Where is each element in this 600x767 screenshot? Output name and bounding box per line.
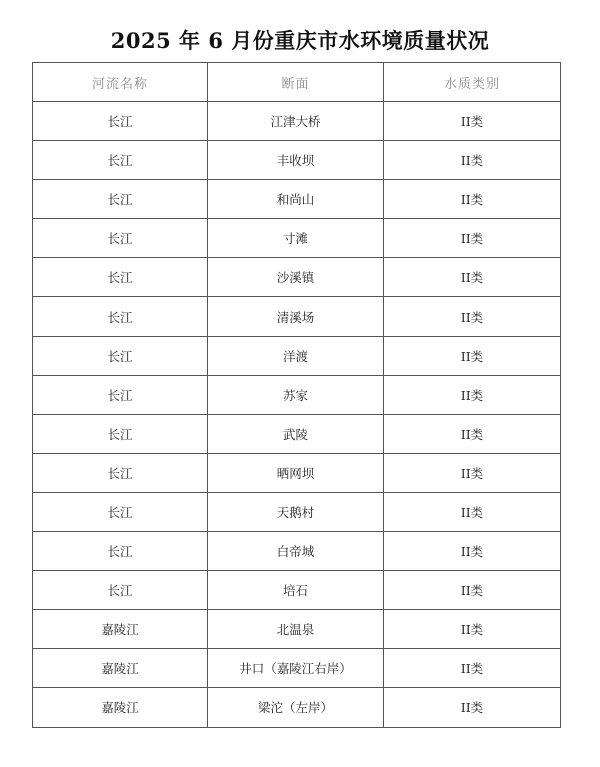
header-river-name: 河流名称 bbox=[33, 63, 208, 102]
water-quality-table bbox=[32, 62, 561, 728]
water-class-cell: II类 bbox=[384, 258, 561, 297]
table-row bbox=[33, 610, 561, 649]
table-row bbox=[33, 258, 561, 297]
table-row bbox=[33, 297, 561, 336]
table-row bbox=[33, 375, 561, 414]
section-name-cell: 江津大桥 bbox=[208, 102, 384, 141]
section-name-cell: 清溪场 bbox=[208, 297, 384, 336]
header-water-class: 水质类别 bbox=[384, 63, 561, 102]
table-row bbox=[33, 453, 561, 492]
river-name-cell: 长江 bbox=[33, 492, 208, 531]
river-name-cell: 长江 bbox=[33, 571, 208, 610]
water-class-cell: II类 bbox=[384, 336, 561, 375]
table-row bbox=[33, 688, 561, 727]
table-header-row bbox=[33, 63, 561, 102]
water-class-cell: II类 bbox=[384, 414, 561, 453]
water-class-cell: II类 bbox=[384, 375, 561, 414]
section-name-cell: 白帝城 bbox=[208, 532, 384, 571]
river-name-cell: 长江 bbox=[33, 219, 208, 258]
river-name-cell: 嘉陵江 bbox=[33, 610, 208, 649]
table-row bbox=[33, 219, 561, 258]
water-class-cell: II类 bbox=[384, 141, 561, 180]
table-row bbox=[33, 532, 561, 571]
section-name-cell: 和尚山 bbox=[208, 180, 384, 219]
table-row bbox=[33, 649, 561, 688]
table-row bbox=[33, 414, 561, 453]
river-name-cell: 长江 bbox=[33, 453, 208, 492]
river-name-cell: 长江 bbox=[33, 297, 208, 336]
water-class-cell: II类 bbox=[384, 297, 561, 336]
section-name-cell: 洋渡 bbox=[208, 336, 384, 375]
water-class-cell: II类 bbox=[384, 688, 561, 727]
section-name-cell: 培石 bbox=[208, 571, 384, 610]
table-row bbox=[33, 141, 561, 180]
section-name-cell: 武陵 bbox=[208, 414, 384, 453]
water-class-cell: II类 bbox=[384, 649, 561, 688]
river-name-cell: 长江 bbox=[33, 141, 208, 180]
river-name-cell: 长江 bbox=[33, 414, 208, 453]
page-title: 2025 年 6 月份重庆市水环境质量状况 bbox=[110, 28, 490, 53]
river-name-cell: 长江 bbox=[33, 102, 208, 141]
section-name-cell: 北温泉 bbox=[208, 610, 384, 649]
table-row bbox=[33, 571, 561, 610]
river-name-cell: 长江 bbox=[33, 375, 208, 414]
river-name-cell: 长江 bbox=[33, 258, 208, 297]
section-name-cell: 梁沱（左岸） bbox=[208, 688, 384, 727]
water-class-cell: II类 bbox=[384, 492, 561, 531]
river-name-cell: 长江 bbox=[33, 336, 208, 375]
river-name-cell: 长江 bbox=[33, 180, 208, 219]
table-row bbox=[33, 180, 561, 219]
river-name-cell: 长江 bbox=[33, 532, 208, 571]
river-name-cell: 嘉陵江 bbox=[33, 649, 208, 688]
table-body bbox=[33, 102, 561, 728]
water-class-cell: II类 bbox=[384, 453, 561, 492]
table-row bbox=[33, 336, 561, 375]
water-class-cell: II类 bbox=[384, 219, 561, 258]
section-name-cell: 井口（嘉陵江右岸） bbox=[208, 649, 384, 688]
water-class-cell: II类 bbox=[384, 102, 561, 141]
water-class-cell: II类 bbox=[384, 571, 561, 610]
section-name-cell: 晒网坝 bbox=[208, 453, 384, 492]
table-row bbox=[33, 102, 561, 141]
section-name-cell: 沙溪镇 bbox=[208, 258, 384, 297]
section-name-cell: 天鹅村 bbox=[208, 492, 384, 531]
section-name-cell: 丰收坝 bbox=[208, 141, 384, 180]
river-name-cell: 嘉陵江 bbox=[33, 688, 208, 727]
water-class-cell: II类 bbox=[384, 610, 561, 649]
water-class-cell: II类 bbox=[384, 180, 561, 219]
section-name-cell: 寸滩 bbox=[208, 219, 384, 258]
section-name-cell: 苏家 bbox=[208, 375, 384, 414]
header-section: 断面 bbox=[208, 63, 384, 102]
table-row bbox=[33, 492, 561, 531]
water-class-cell: II类 bbox=[384, 532, 561, 571]
